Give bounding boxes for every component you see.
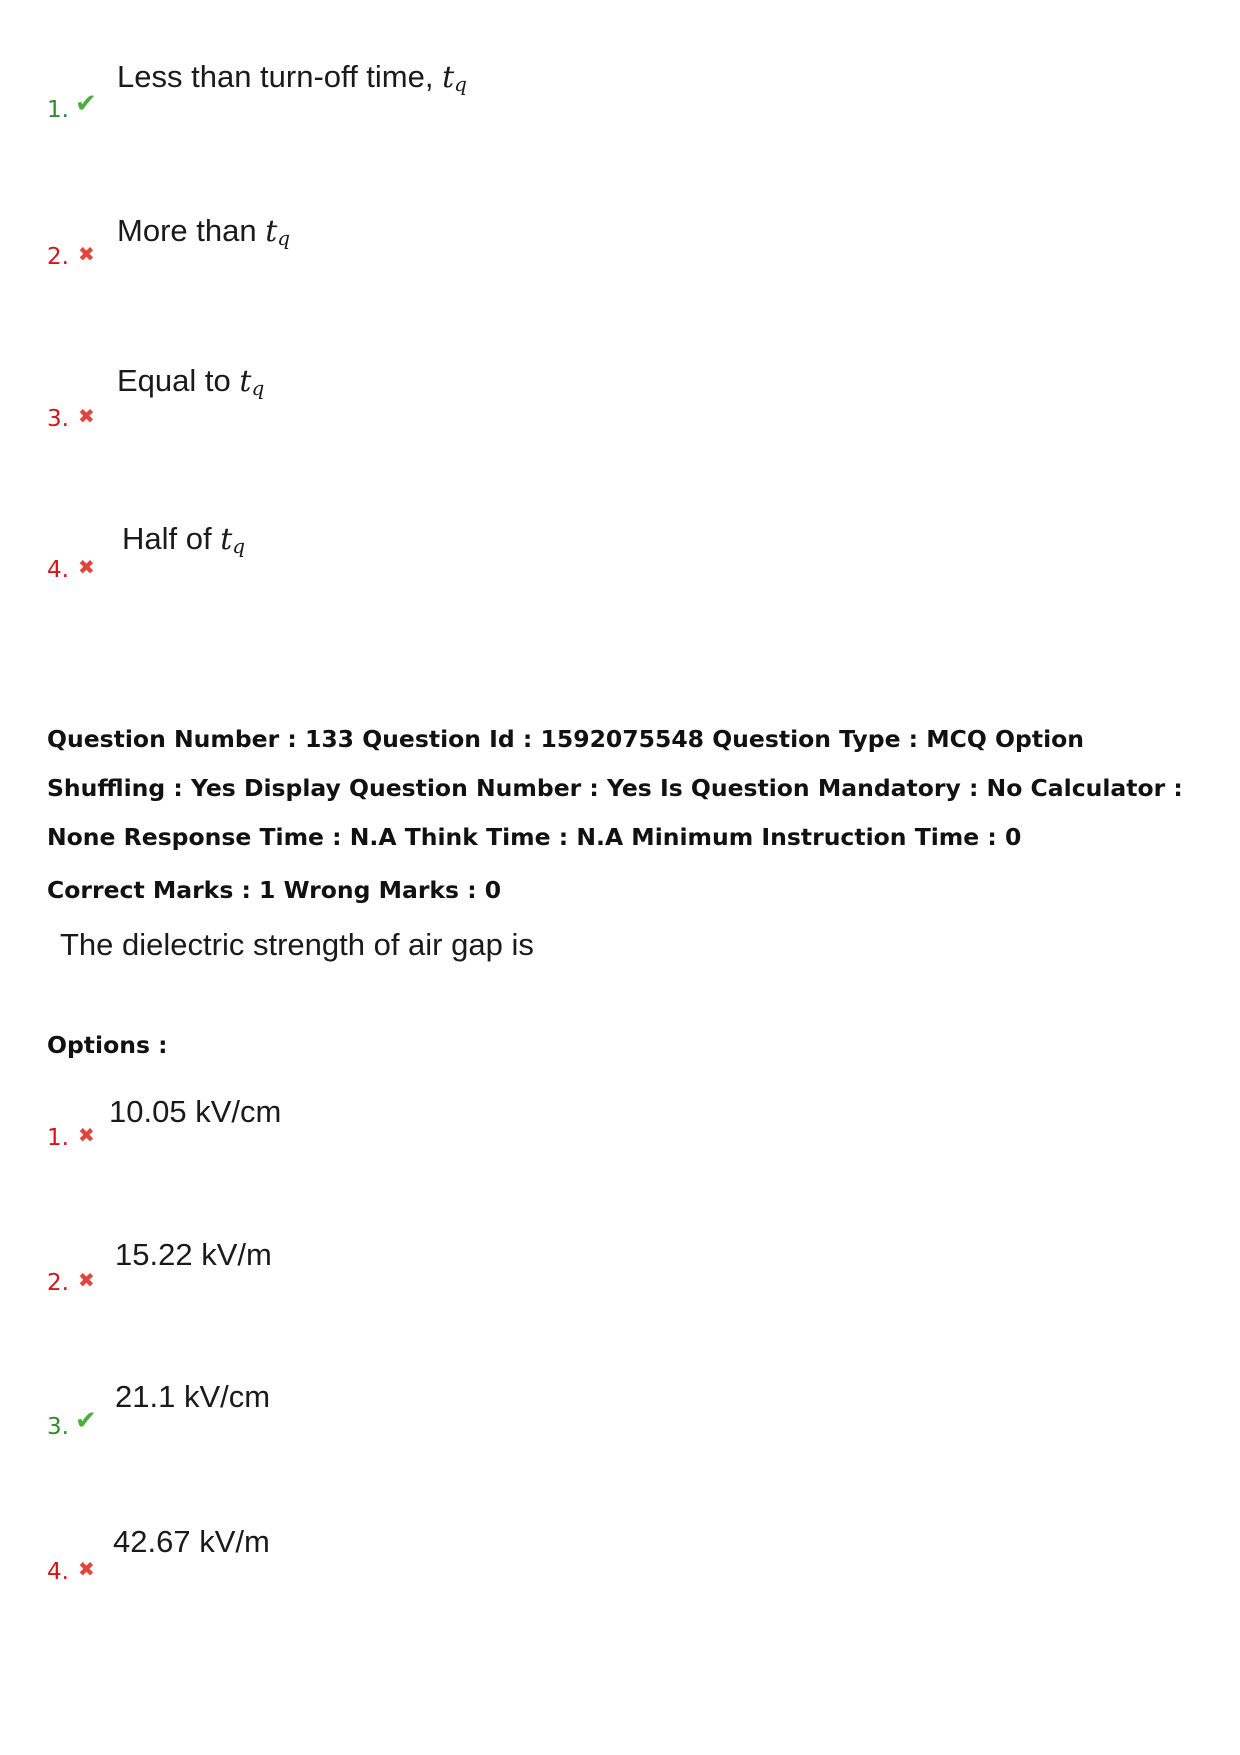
option-number: 4. bbox=[47, 557, 69, 583]
symbol-var: t bbox=[239, 364, 252, 399]
option-2 bbox=[0, 1232, 1240, 1296]
question-text: The dielectric strength of air gap is bbox=[60, 927, 534, 962]
option-text bbox=[117, 213, 291, 250]
option-number: 3. bbox=[47, 1414, 69, 1440]
t-q-symbol bbox=[442, 60, 467, 95]
cross-icon: ✖ bbox=[78, 404, 95, 428]
prev-option-2 bbox=[0, 210, 1240, 270]
option-text: 42.67 kV/m bbox=[113, 1524, 270, 1559]
symbol-var: t bbox=[442, 60, 455, 95]
prev-option-3 bbox=[0, 360, 1240, 432]
question-metadata: Question Number : 133 Question Id : 1592075548 Question Type : MCQ Option Shuffling : Yes Display Question Number : Yes Is Question Mandatory : No Calculator : None Response Time : N.A Think Time : N.A Minimum Instruction Time : 0 bbox=[47, 725, 1183, 851]
option-text: 15.22 kV/m bbox=[115, 1237, 272, 1272]
symbol-sub: q bbox=[251, 376, 265, 400]
prev-option-1 bbox=[0, 55, 1240, 123]
cross-icon: ✖ bbox=[78, 1557, 95, 1581]
t-q-symbol bbox=[220, 522, 245, 557]
cross-icon: ✖ bbox=[78, 242, 95, 266]
check-icon: ✔ bbox=[75, 1406, 97, 1436]
option-text: 21.1 kV/cm bbox=[115, 1379, 271, 1414]
cross-icon: ✖ bbox=[78, 1268, 95, 1292]
option-4 bbox=[0, 1519, 1240, 1585]
cross-icon: ✖ bbox=[78, 1123, 95, 1147]
cross-icon: ✖ bbox=[78, 555, 95, 579]
option-label: More than bbox=[117, 213, 266, 248]
symbol-var: t bbox=[220, 522, 233, 557]
t-q-symbol bbox=[265, 214, 290, 249]
symbol-sub: q bbox=[454, 72, 467, 96]
option-number: 2. bbox=[47, 244, 69, 270]
option-text bbox=[117, 59, 467, 96]
option-number: 2. bbox=[47, 1270, 69, 1296]
t-q-symbol bbox=[239, 364, 264, 399]
options-label: Options : bbox=[47, 1031, 168, 1059]
option-text bbox=[117, 363, 265, 400]
marks-info: Correct Marks : 1 Wrong Marks : 0 bbox=[47, 876, 502, 904]
symbol-var: t bbox=[265, 214, 278, 249]
check-icon: ✔ bbox=[75, 89, 97, 119]
option-number: 1. bbox=[47, 97, 69, 123]
symbol-sub: q bbox=[277, 226, 291, 250]
prev-option-4 bbox=[0, 518, 1240, 583]
option-3 bbox=[0, 1374, 1240, 1440]
option-text bbox=[122, 521, 246, 558]
option-number: 4. bbox=[47, 1559, 69, 1585]
option-label: Half of bbox=[122, 521, 221, 556]
option-1 bbox=[0, 1090, 1240, 1150]
option-number: 1. bbox=[47, 1125, 69, 1151]
option-label: Less than turn-off time, bbox=[117, 59, 443, 94]
option-label: Equal to bbox=[117, 363, 240, 398]
option-number: 3. bbox=[47, 406, 69, 432]
option-text: 10.05 kV/cm bbox=[109, 1094, 282, 1129]
symbol-sub: q bbox=[232, 534, 246, 558]
